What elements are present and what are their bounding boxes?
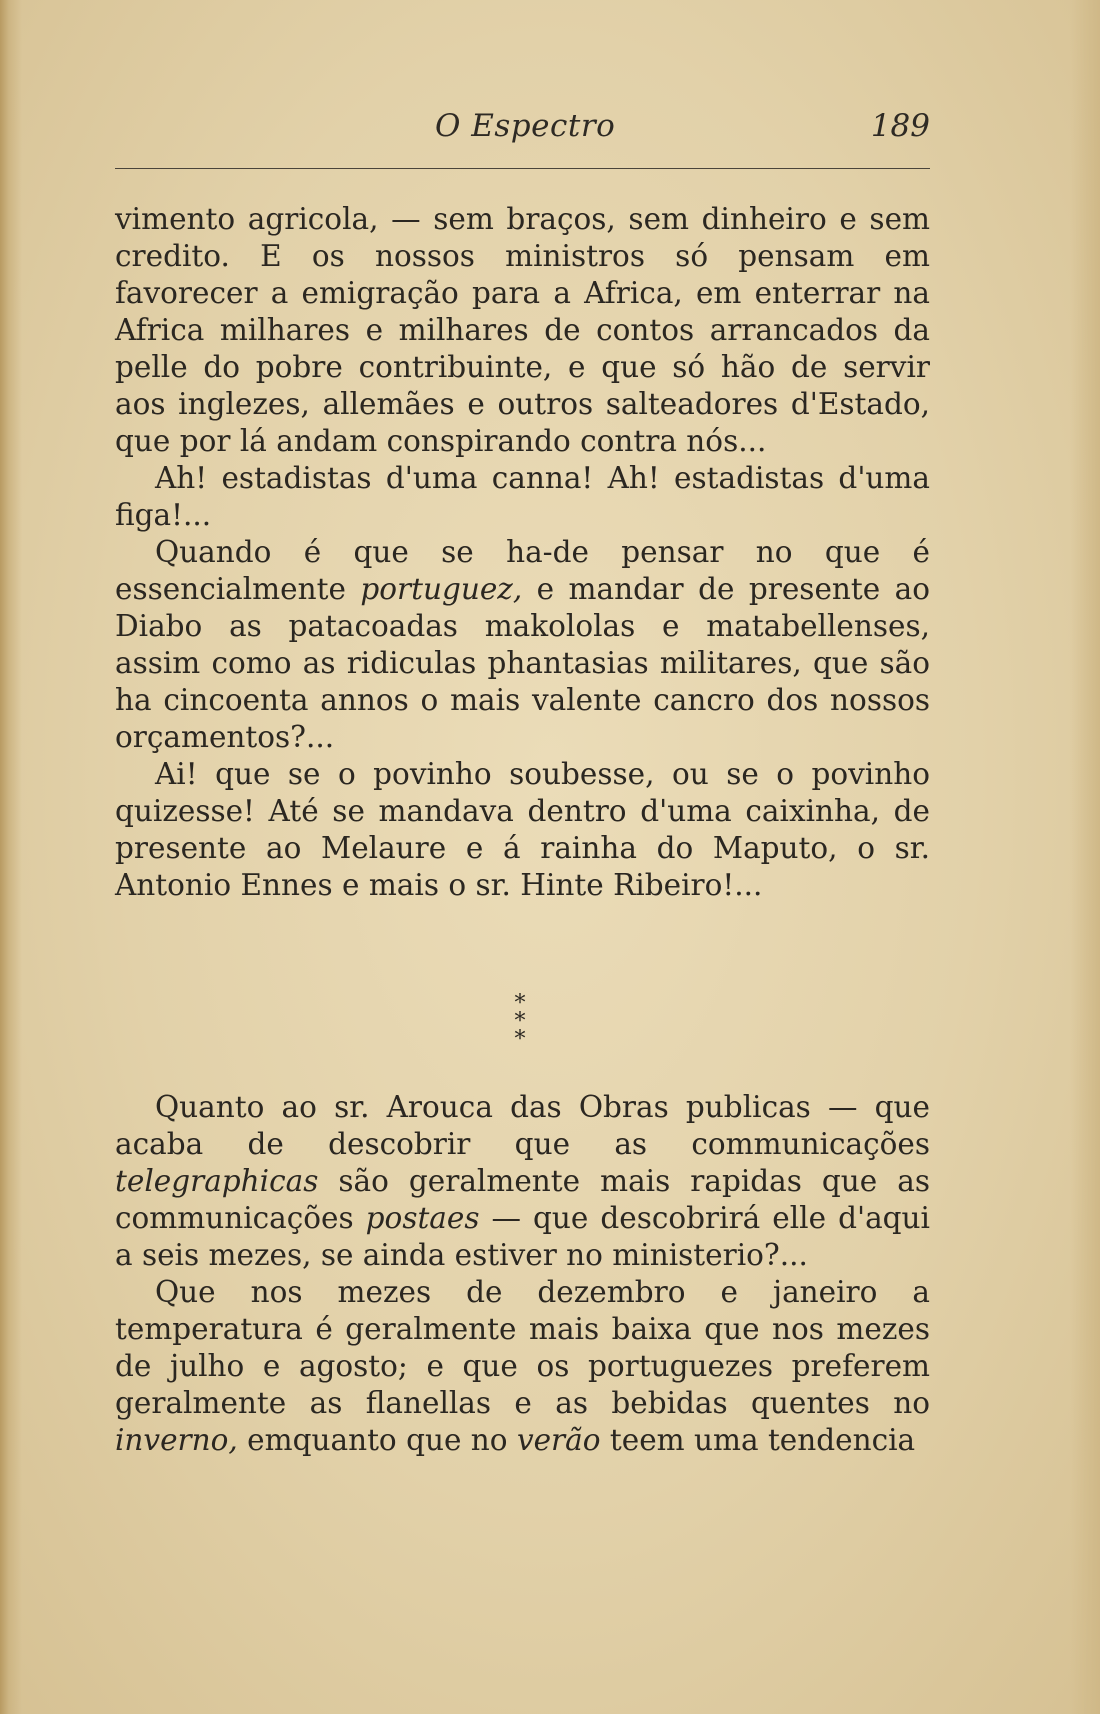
- paragraph-6-text-c: teem uma tendencia: [600, 1423, 916, 1457]
- paragraph-6-text-b: emquanto que no: [237, 1423, 517, 1457]
- paragraph-5-text-a: Quanto ao sr. Arouca das Obras publicas — que acaba de descobrir que as communicações: [115, 1090, 930, 1161]
- paragraph-5: [115, 1089, 930, 1274]
- asterism-top: *: [514, 991, 526, 1016]
- running-title: O Espectro: [435, 108, 616, 144]
- body-text-section-1: [115, 201, 930, 904]
- page-number: 189: [870, 108, 930, 144]
- paragraph-4: [115, 756, 930, 904]
- paragraph-5-emphasis-1: telegraphicas: [115, 1164, 319, 1198]
- paragraph-3: [115, 534, 930, 756]
- header-rule: [115, 168, 930, 169]
- paragraph-6-text-a: Que nos mezes de dezembro e janeiro a temperatura é geralmente mais baixa que nos mezes de julho e agosto; e que os portuguezes preferem geralmente as flanellas e as bebidas quentes no: [115, 1275, 930, 1420]
- paragraph-6-emphasis-1: inverno,: [115, 1423, 238, 1457]
- paragraph-2-text: Ah! estadistas d'uma canna! Ah! estadistas d'uma figa!...: [115, 461, 930, 532]
- paragraph-6: [115, 1274, 930, 1459]
- paragraph-2: [115, 460, 930, 534]
- section-separator-asterism: [470, 991, 570, 1052]
- paragraph-6-emphasis-2: verão: [516, 1423, 601, 1457]
- paragraph-3-text-a: Quando é que se ha-de pensar no que é essencialmente: [115, 535, 930, 606]
- paragraph-3-emphasis: portuguez,: [360, 572, 523, 606]
- paragraph-5-text-b: são geralmente mais rapidas que as communicações: [115, 1164, 930, 1235]
- paragraph-5-text-c: — que descobrirá elle d'aqui a seis mezes, se ainda estiver no ministerio?...: [115, 1201, 930, 1272]
- paragraph-5-emphasis-2: postaes: [365, 1201, 480, 1235]
- body-text-section-2: [115, 1089, 930, 1459]
- paragraph-4-text: Ai! que se o povinho soubesse, ou se o povinho quizesse! Até se mandava dentro d'uma caixinha, de presente ao Melaure e á rainha do Maputo, o sr. Antonio Ennes e mais o sr. Hinte Ribeiro!...: [115, 757, 930, 902]
- asterism-bottom: * *: [514, 1009, 544, 1052]
- paragraph-3-text-b: e mandar de presente ao Diabo as patacoadas makololas e matabellenses, assim como as ridiculas phantasias militares, que são ha cincoenta annos o mais valente cancro dos nossos orçamentos?...: [115, 572, 930, 754]
- paragraph-1-text: vimento agricola, — sem braços, sem dinheiro e sem credito. E os nossos ministros só pensam em favorecer a emigração para a Africa, em enterrar na Africa milhares e milhares de contos arrancados da pelle do pobre contribuinte, e que só hão de servir aos inglezes, allemães e outros salteadores d'Estado, que por lá andam conspirando contra nós...: [115, 202, 930, 458]
- running-header: [115, 108, 930, 152]
- paragraph-1: [115, 201, 930, 460]
